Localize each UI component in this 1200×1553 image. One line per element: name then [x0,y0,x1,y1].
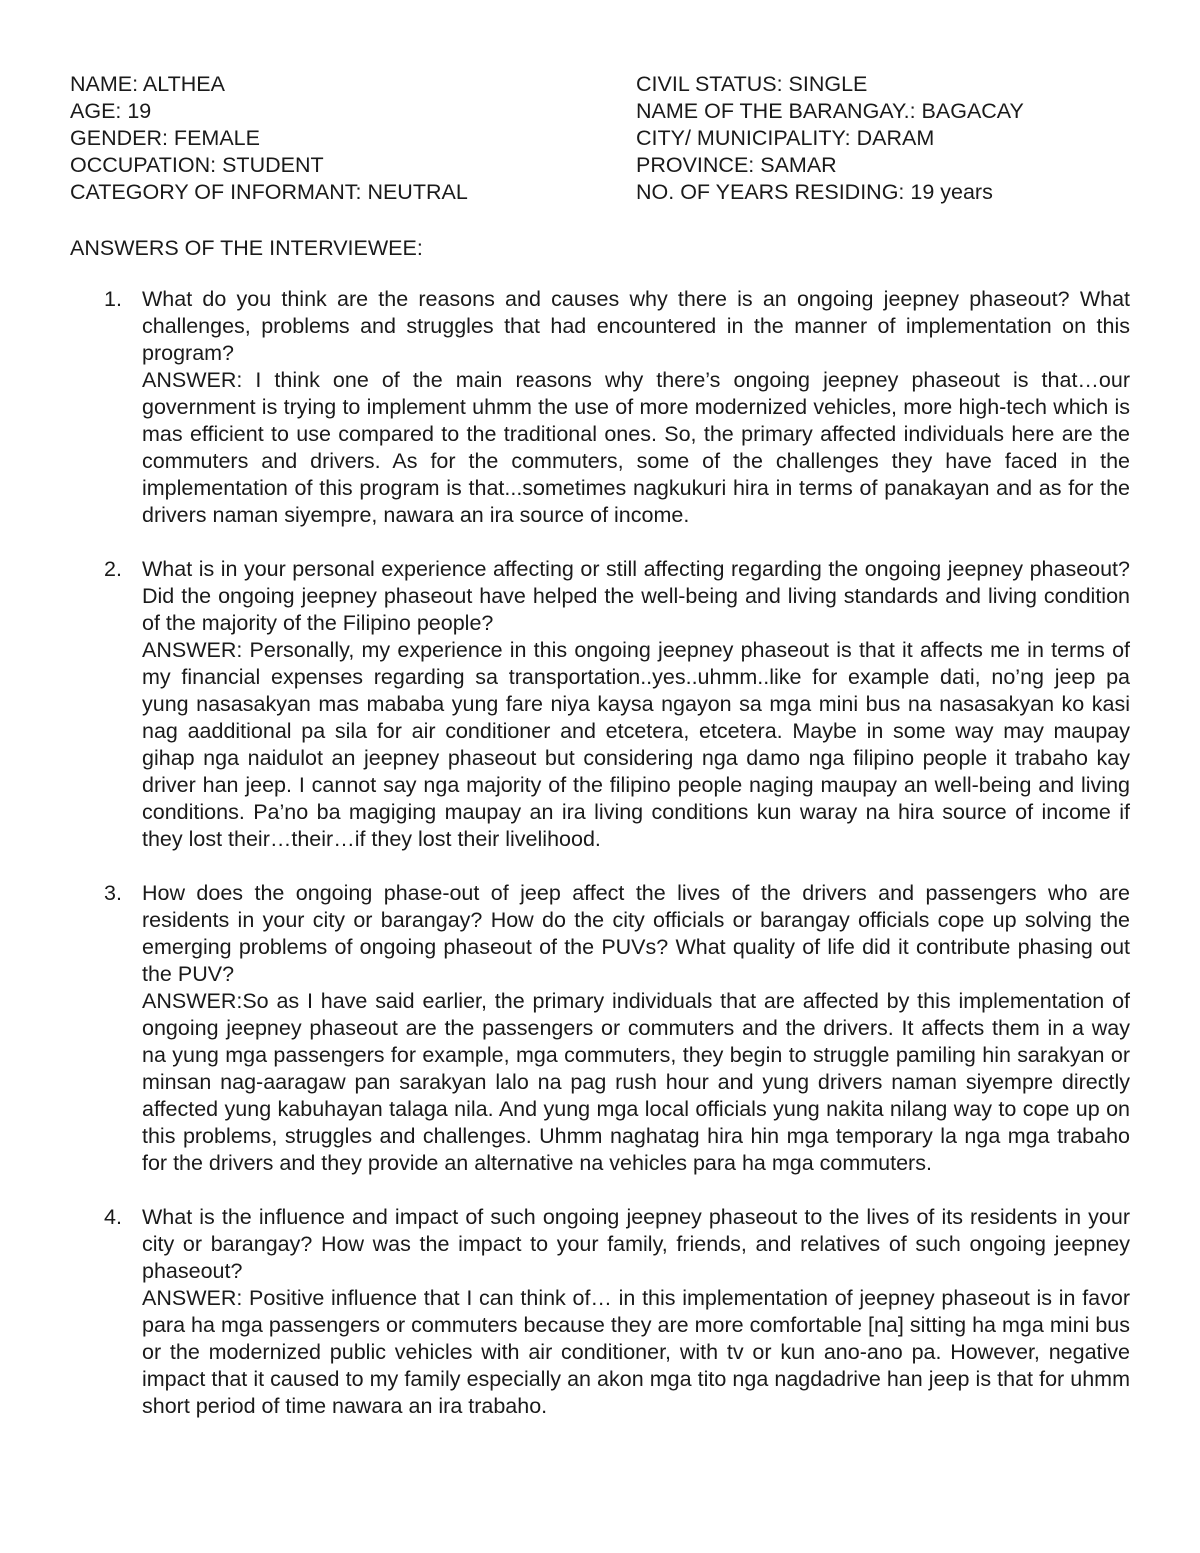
interview-item-4 [70,1204,1130,1420]
item-number: 3. [104,881,122,905]
question-text: What is in your personal experience affecting or still affecting regarding the ongoing jeepney phaseout? Did the ongoing jeepney phaseout have helped the well-being and living standards and living condition of the majority of the Filipino people? [142,557,1130,635]
interview-item-2 [70,556,1130,853]
informant-category: CATEGORY OF INFORMANT: NEUTRAL [70,180,468,204]
informant-years-residing: NO. OF YEARS RESIDING: 19 years [636,180,993,204]
item-number: 1. [104,287,122,311]
answer-text: ANSWER: Positive influence that I can think of… in this implementation of jeepney phaseout is in favor para ha mga passengers or commuters because they are more comfortable [na] sitting ha mga mini bus or the modernized public vehicles with air conditioner, with tv or kun ano-ano pa. However, negative impact that it caused to my family especially an akon mga tito nga nagdadrive han jeep is that for uhmm short period of time nawara an ira trabaho. [142,1286,1130,1418]
informant-age: AGE: 19 [70,99,152,123]
question-text: What is the influence and impact of such ongoing jeepney phaseout to the lives of its residents in your city or barangay? How was the impact to your family, friends, and relatives of such ongoing jeepney phaseout? [142,1205,1130,1283]
question-text: What do you think are the reasons and causes why there is an ongoing jeepney phaseout? What challenges, problems and struggles that had encountered in the manner of implementation on this program? [142,287,1130,365]
answer-text: ANSWER: Personally, my experience in this ongoing jeepney phaseout is that it affects me in terms of my financial expenses regarding sa transportation..yes..uhmm..like for example dati, no’ng jeep pa yung nasasakyan mas mababa yung fare niya kaysa ngayon sa mga mini bus na nasasakyan ko kasi nag aadditional pa sila for air conditioner and etcetera, etcetera. Maybe in some way may maupay gihap nga naidulot an jeepney phaseout but considering nga damo nga filipino people it trabaho kay driver han jeep. I cannot say nga majority of the filipino people naging maupay an well-being and living conditions. Pa’no ba magiging maupay an ira living conditions kun waray na hira source of income if they lost their…their…if they lost their livelihood. [142,638,1130,851]
informant-name: NAME: ALTHEA [70,72,225,96]
item-number: 4. [104,1205,122,1229]
interview-list [70,286,1130,1447]
informant-occupation: OCCUPATION: STUDENT [70,153,324,177]
answer-text: ANSWER: I think one of the main reasons why there’s ongoing jeepney phaseout is that…our government is trying to implement uhmm the use of more modernized vehicles, more high-tech which is mas efficient to use compared to the traditional ones. So, the primary affected individuals here are the commuters and drivers. As for the commuters, some of the challenges they have faced in the implementation of this program is that...sometimes nagkukuri hira in terms of panakayan and as for the drivers naman siyempre, nawara an ira source of income. [142,368,1130,527]
question-text: How does the ongoing phase-out of jeep affect the lives of the drivers and passengers who are residents in your city or barangay? How do the city officials or barangay officials cope up solving the emerging problems of ongoing phaseout of the PUVs? What quality of life did it contribute phasing out the PUV? [142,881,1130,986]
informant-details-left [70,71,610,206]
informant-municipality: CITY/ MUNICIPALITY: DARAM [636,126,935,150]
answer-text: ANSWER:So as I have said earlier, the primary individuals that are affected by this implementation of ongoing jeepney phaseout are the passengers or commuters and the drivers. It affects them in a way na yung mga passengers for example, mga commuters, they begin to struggle pamiling hin sarakyan or minsan nag-aaragaw pan sarakyan lalo na pag rush hour and yung drivers naman siyempre directly affected yung kabuhayan talaga nila. And yung mga local officials yung nakita nilang way to cope up on this problems, struggles and challenges. Uhmm naghatag hira hin mga temporary la nga mga trabaho for the drivers and they provide an alternative na vehicles para ha mga commuters. [142,989,1130,1175]
interview-item-3 [70,880,1130,1177]
informant-civil-status: CIVIL STATUS: SINGLE [636,72,868,96]
informant-barangay: NAME OF THE BARANGAY.: BAGACAY [636,99,1024,123]
interview-item-1 [70,286,1130,529]
informant-province: PROVINCE: SAMAR [636,153,837,177]
section-heading: ANSWERS OF THE INTERVIEWEE: [70,236,423,260]
item-number: 2. [104,557,122,581]
informant-details-right [636,71,1156,206]
informant-gender: GENDER: FEMALE [70,126,260,150]
